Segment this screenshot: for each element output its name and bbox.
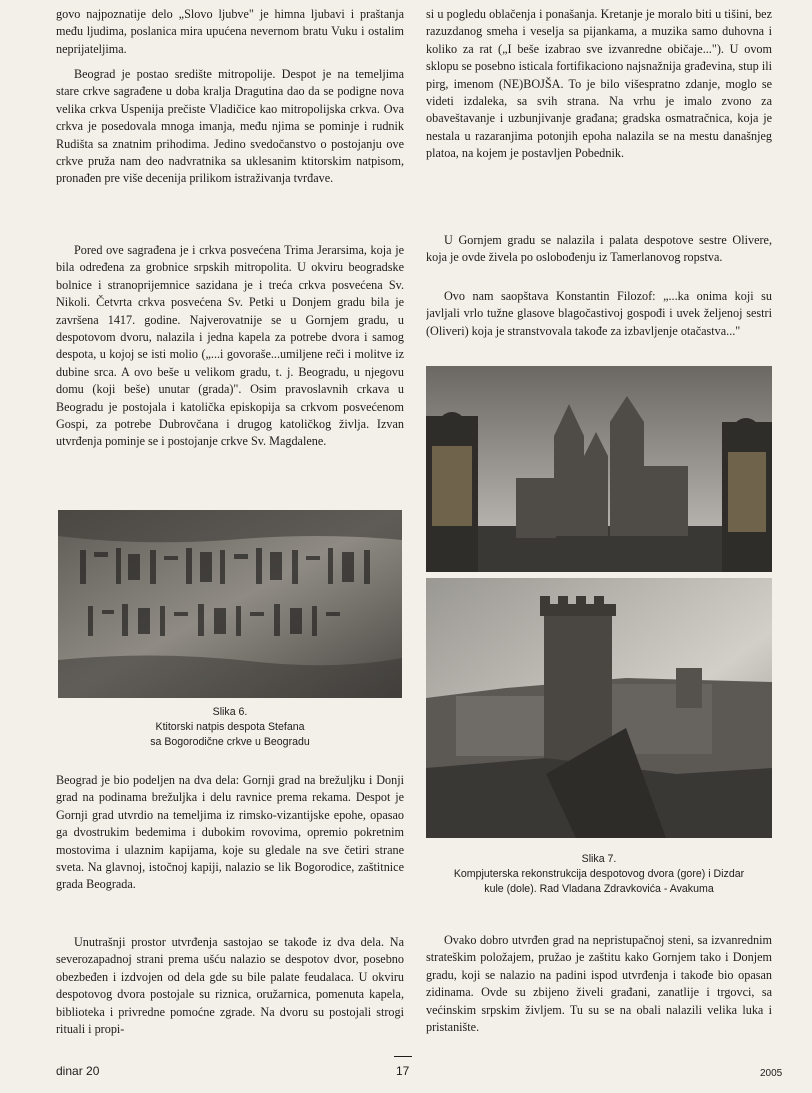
- left-paragraph-1: govo najpoznatije delo „Slovo ljubve" je himna ljubavi i praštanja među ljudima, poslanica mira upućena nevernom bratu Vuku i ostalim neprijateljima.: [56, 7, 404, 56]
- figure-6-caption: [58, 705, 402, 750]
- left-paragraph-5: Unutrašnji prostor utvrđenja sastojao se takođe iz dva dela. Na severozapadnoj strani prema ušću nalazio se despotov dvor, posebno obezbeđen i izdvojen od dela gde su bile palate feudalaca. U okviru despotovog dvora postojale su riznica, oružarnica, pomenuta kapela, biblioteka i privredne pomoćne zgrade. Na dvoru su postojali strogi rituali i propi-: [56, 935, 404, 1037]
- left-paragraph-4: Beograd je bio podeljen na dva dela: Gornji grad na brežuljku i Donji grad na podinama brežuljka i delu ravnice prema rekama. Despot je Gornji grad utvrdio na temeljima iz rimsko-vizantijske epohe, opasao ga dvostrukim bedemima i dubokim rovovima, opremio pokretnim mostovima i ulaznim kapijama, koje su gledale na sve četiri strane sveta. Na glavnoj, istočnoj kapiji, nalazio se lik Bogorodice, zaštitnice grada Beograda.: [56, 773, 404, 892]
- dizdar-tower-image: [426, 578, 772, 838]
- journal-name: dinar 20: [56, 1064, 100, 1078]
- figure-7-caption: [418, 852, 780, 897]
- right-paragraph-4: Ovako dobro utvrđen grad na nepristupačnoj steni, sa izvanrednim strateškim položajem, pružao je zaštitu kako Gornjem tako i Donjem gradu, koji se nalazio na padini ispod utvrđenja i takođe bio opasan zidinama. Ovde su zbijeno živeli građani, zanatlije i trgovci, sa većinskim srpskim življem. Tu su se na obali nalazili velika luka i pristanište.: [426, 933, 772, 1035]
- stone-inscription-image: [58, 510, 402, 698]
- left-paragraph-2: Beograd je postao središte mitropolije. Despot je na temeljima stare crkve sagrađene u doba kralja Dragutina dao da se podigne nova velika crkva Uspenija prečiste Vladičice kao mitropolijska crkva. Ova crkva je posedovala mnoga imanja, među njima se pominje i rudnik Rudišta sa znatnim prihodima. Jedino svedočanstvo o postojanju ove crkve pruža nam deo nadvratnika sa uklesanim ktitorskim natpisom, pronađen pre više decenija prilikom istraživanja tvrđave.: [56, 67, 404, 186]
- right-paragraph-3: Ovo nam saopštava Konstantin Filozof: „...ka onima koji su javljali vrlo tužne glasove blagočastivoj gospođi i uvek željenoj sestri (Oliveri) koja je stranstvovala takođe za izbavljenje otačastva...": [426, 289, 772, 338]
- figure-7-caption-line-3: kule (dole). Rad Vladana Zdravkovića - Avakuma: [484, 883, 714, 895]
- figure-7-label: Slika 7.: [581, 853, 617, 865]
- left-paragraph-3: Pored ove sagrađena je i crkva posvećena Trima Jerarsima, koja je bila određena za grobnice srpskih mitropolita. U okviru beogradske bolnice i stranoprijemnice sazidana je i treća crkva posvećena Sv. Nikoli. Četvrta crkva posvećena Sv. Petki u Donjem gradu bila je završena 1417. godine. Najverovatnije se u Gornjem gradu, u despotovom dvoru, nalazila i jedna kapela za potrebe dvora i samog despota, u kojoj se isti molio („...i govoraše...umiljene reči i molitve iz dubine srca. A ovo beše u velikom gradu, t. j. Beogradu, u njegovu domu (koji beše) unutar (grada)". Osim pravoslavnih crkava u Beogradu je postojala i katolička episkopija sa crkvom posvećenom Gospi, za potrebe Dubrovčana i drugog katoličkog življa. Izvan utvrđenja pominje se i postojanje crkve Sv. Magdalene.: [56, 243, 404, 449]
- right-paragraph-1: si u pogledu oblačenja i ponašanja. Kretanje je moralo biti u tišini, bez razuzdanog smeha i veselja sa pijankama, a muzika samo duhovna i koliko za rat („I beše izabrao sve izvanredne običaje..."). U ovom sklopu se posebno isticala fortifikaciono najsnažnija građevina, stup ili pirg, imenom (NE)BOJŠA. To je bilo višespratno zdanje, moglo se videti izdaleka, sa svih strana. Na vrhu je imalo zvono za obaveštavanje i uzbunjivanje građana; gradska osmatračnica, koja je nestala u razaranjima potonjih epoha nalazila se na mestu današnjeg platoa, na kojem je postavljen Pobednik.: [426, 7, 772, 161]
- right-paragraph-2: U Gornjem gradu se nalazila i palata despotove sestre Olivere, koja je ovde živela po oslobođenju iz Tamerlanovog ropstva.: [426, 233, 772, 265]
- page-number-rule: [394, 1056, 412, 1057]
- palace-reconstruction-image: [426, 366, 772, 572]
- page-number: 17: [396, 1064, 410, 1078]
- figure-7-caption-line-2: Kompjuterska rekonstrukcija despotovog dvora (gore) i Dizdar: [453, 868, 745, 880]
- figure-7-upper-palace-reconstruction: [426, 366, 772, 572]
- figure-7-lower-tower-reconstruction: [426, 578, 772, 838]
- figure-6-inscription-photo: [58, 510, 402, 698]
- figure-6-caption-line-2: Ktitorski natpis despota Stefana: [155, 721, 305, 733]
- issue-year: 2005: [760, 1068, 783, 1079]
- figure-6-caption-line-3: sa Bogorodične crkve u Beogradu: [150, 736, 310, 748]
- figure-6-label: Slika 6.: [212, 706, 248, 718]
